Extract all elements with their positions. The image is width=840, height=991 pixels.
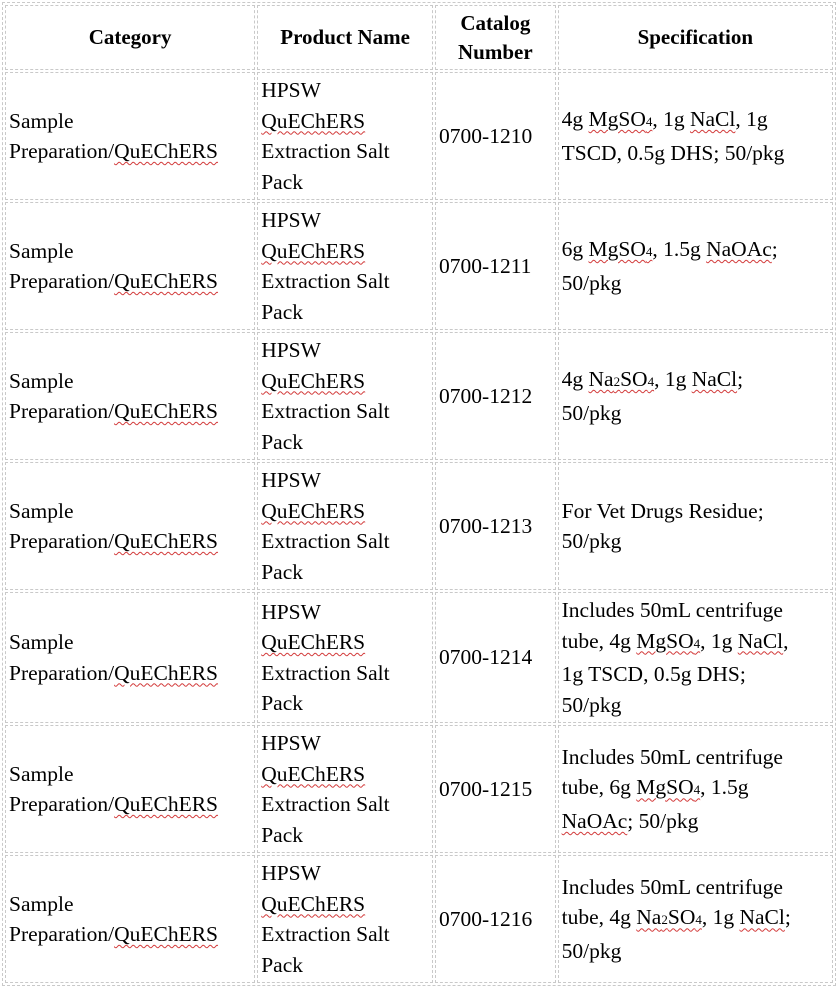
specification-cell: [558, 462, 833, 590]
product-name-line: Pack: [261, 691, 303, 715]
product-name-line: QuEChERS: [261, 630, 366, 654]
specification-cell: [558, 72, 833, 200]
category-line: Preparation/QuEChERS: [9, 139, 219, 163]
product-name-line: HPSW: [261, 861, 321, 885]
catalog-number-cell: 0700-1214: [435, 592, 556, 723]
product-name-line: HPSW: [261, 731, 321, 755]
table-row: [5, 855, 833, 983]
category-line: Sample: [9, 630, 74, 654]
specification-line: 50/pkg: [561, 692, 622, 717]
header-specification: Specification: [558, 5, 833, 70]
product-name-line: QuEChERS: [261, 891, 366, 916]
header-catalog-number-line2: Number: [458, 39, 533, 64]
specification-line: 1g TSCD, 0.5g DHS;: [561, 662, 746, 686]
specification-line: NaOAc; 50/pkg: [561, 808, 699, 833]
product-name-cell: [257, 332, 433, 460]
product-name-line: Pack: [261, 822, 303, 847]
header-category: Category: [5, 5, 255, 70]
product-name-line: Extraction Salt: [261, 922, 390, 946]
catalog-number-cell: 0700-1215: [435, 725, 556, 853]
category-cell: [5, 725, 255, 853]
specification-line: TSCD, 0.5g DHS; 50/pkg: [561, 140, 785, 165]
category-line: Sample: [9, 891, 74, 916]
specification-cell: [558, 592, 833, 723]
product-name-line: HPSW: [261, 208, 321, 232]
specification-line: Includes 50mL centrifuge: [561, 598, 783, 622]
product-name-line: Extraction Salt: [261, 792, 390, 816]
product-name-line: QuEChERS: [261, 368, 366, 393]
product-name-line: Pack: [261, 559, 303, 584]
specification-line: 50/pkg: [561, 938, 622, 963]
product-name-line: QuEChERS: [261, 238, 366, 263]
specification-cell: [558, 725, 833, 853]
product-name-cell: [257, 855, 433, 983]
specification-cell: [558, 855, 833, 983]
specification-line: 4g Na2SO4, 1g NaCl;: [561, 367, 744, 391]
product-name-line: QuEChERS: [261, 108, 366, 133]
header-catalog-number-line1: Catalog: [460, 10, 531, 35]
category-line: Sample: [9, 761, 74, 786]
table-row: [5, 72, 833, 200]
product-name-line: Extraction Salt: [261, 139, 390, 163]
category-line: Preparation/QuEChERS: [9, 922, 219, 946]
product-name-line: HPSW: [261, 599, 321, 624]
product-name-line: Pack: [261, 169, 303, 194]
specification-cell: [558, 202, 833, 330]
specification-line: For Vet Drugs Residue;: [561, 498, 764, 523]
product-name-line: Extraction Salt: [261, 529, 390, 553]
catalog-number-cell: 0700-1213: [435, 462, 556, 590]
specification-line: 50/pkg: [561, 529, 622, 553]
category-line: Preparation/QuEChERS: [9, 792, 219, 816]
header-catalog-number: [435, 5, 556, 70]
product-name-line: Pack: [261, 299, 303, 324]
header-row: [5, 5, 833, 70]
specification-line: tube, 6g MgSO4, 1.5g: [561, 775, 749, 800]
product-name-line: HPSW: [261, 468, 321, 492]
catalog-number-cell: 0700-1211: [435, 202, 556, 330]
category-line: Preparation/QuEChERS: [9, 660, 219, 685]
category-cell: [5, 202, 255, 330]
product-name-line: Extraction Salt: [261, 269, 390, 293]
specification-line: 6g MgSO4, 1.5g NaOAc;: [561, 237, 778, 261]
specification-line: 50/pkg: [561, 400, 622, 425]
table-row: [5, 592, 833, 723]
catalog-number-cell: 0700-1210: [435, 72, 556, 200]
category-line: Sample: [9, 498, 74, 523]
specification-line: tube, 4g Na2SO4, 1g NaCl;: [561, 905, 791, 930]
catalog-number-cell: 0700-1212: [435, 332, 556, 460]
category-cell: [5, 332, 255, 460]
product-name-line: QuEChERS: [261, 498, 366, 523]
category-cell: [5, 462, 255, 590]
specification-line: Includes 50mL centrifuge: [561, 874, 783, 899]
product-name-line: HPSW: [261, 78, 321, 102]
product-name-line: Extraction Salt: [261, 399, 390, 423]
category-cell: [5, 72, 255, 200]
category-cell: [5, 592, 255, 723]
category-line: Preparation/QuEChERS: [9, 399, 219, 423]
specification-line: tube, 4g MgSO4, 1g NaCl,: [561, 628, 789, 653]
product-table: [2, 2, 836, 986]
product-name-cell: [257, 72, 433, 200]
product-name-cell: [257, 592, 433, 723]
product-name-line: QuEChERS: [261, 761, 366, 786]
product-name-line: Extraction Salt: [261, 660, 390, 685]
product-name-cell: [257, 725, 433, 853]
product-name-line: Pack: [261, 952, 303, 977]
category-line: Sample: [9, 108, 74, 133]
specification-cell: [558, 332, 833, 460]
table-body: [5, 72, 833, 983]
table-row: [5, 462, 833, 590]
category-line: Sample: [9, 238, 74, 263]
specification-line: 50/pkg: [561, 270, 622, 295]
table-row: [5, 202, 833, 330]
specification-line: Includes 50mL centrifuge: [561, 744, 783, 769]
category-line: Preparation/QuEChERS: [9, 269, 219, 293]
product-name-cell: [257, 462, 433, 590]
category-cell: [5, 855, 255, 983]
category-line: Sample: [9, 368, 74, 393]
product-name-line: Pack: [261, 429, 303, 454]
category-line: Preparation/QuEChERS: [9, 529, 219, 553]
catalog-number-cell: 0700-1216: [435, 855, 556, 983]
specification-line: 4g MgSO4, 1g NaCl, 1g: [561, 107, 768, 131]
table-row: [5, 332, 833, 460]
product-name-cell: [257, 202, 433, 330]
product-name-line: HPSW: [261, 338, 321, 362]
table-row: [5, 725, 833, 853]
header-product-name: Product Name: [257, 5, 433, 70]
